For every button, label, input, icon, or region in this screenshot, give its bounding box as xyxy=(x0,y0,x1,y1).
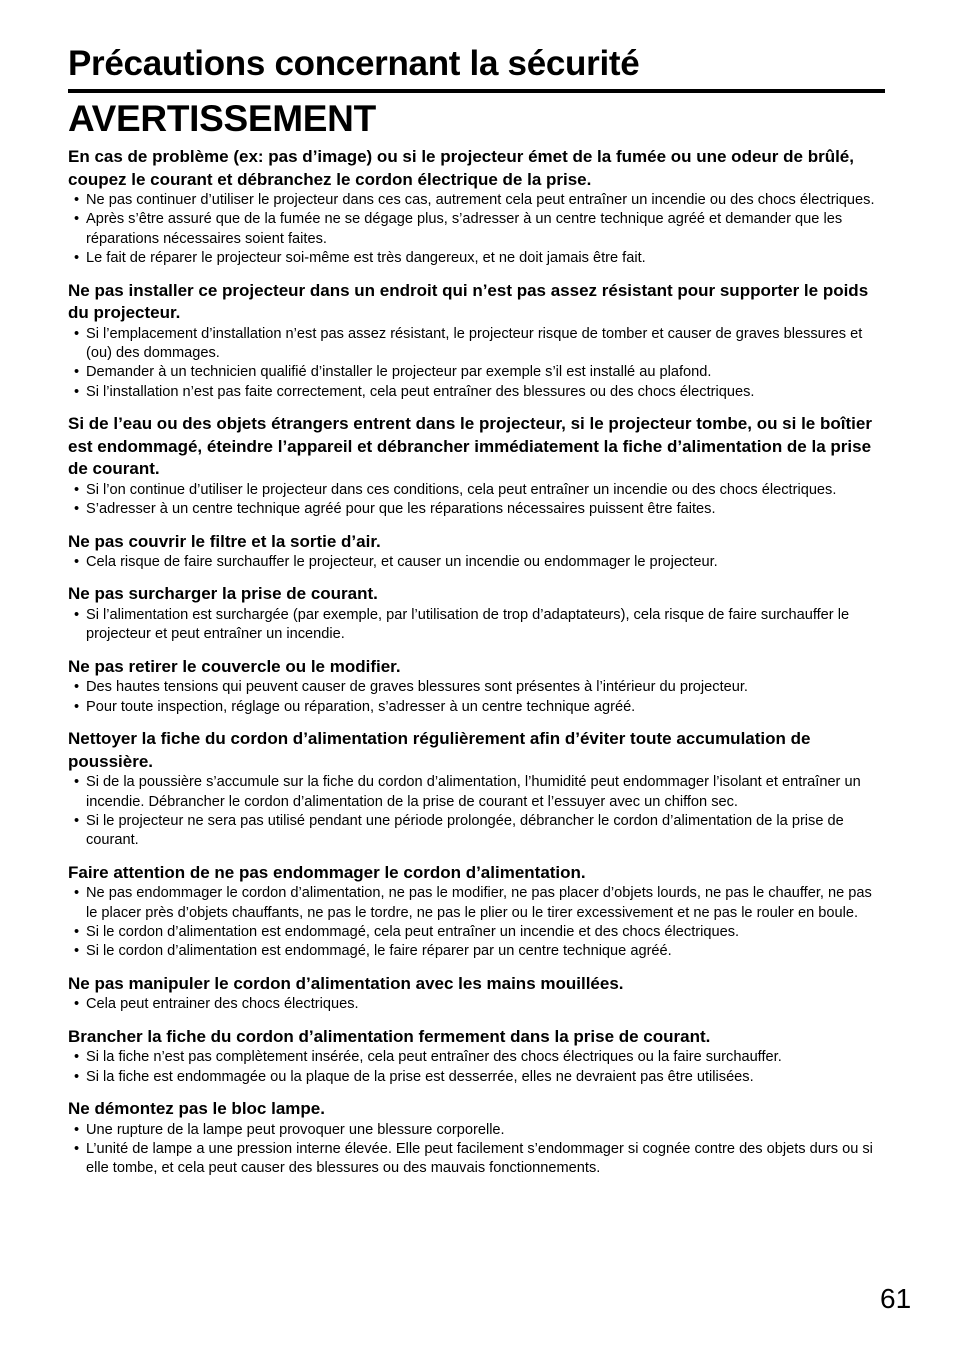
bullet-list xyxy=(68,481,886,520)
bullet-mark: • xyxy=(74,211,80,228)
bullet-item xyxy=(68,1048,886,1067)
bullet-mark: • xyxy=(74,1121,80,1138)
bullet-mark: • xyxy=(74,885,80,902)
section-title: AVERTISSEMENT xyxy=(68,98,376,139)
bullet-mark: • xyxy=(74,1049,80,1066)
bullet-mark: • xyxy=(74,996,80,1013)
bullet-text: Le fait de réparer le projecteur soi-même est très dangereux, et ne doit jamais être fait. xyxy=(86,250,646,267)
bullet-item xyxy=(68,812,886,851)
warning-heading: Nettoyer la fiche du cordon d’alimentation régulièrement afin d’éviter toute accumulation de poussière. xyxy=(68,729,811,771)
page-number: 61 xyxy=(880,1283,912,1314)
bullet-mark: • xyxy=(74,943,80,960)
bullet-mark: • xyxy=(74,1068,80,1085)
bullet-text: Si la fiche est endommagée ou la plaque de la prise est desserrée, elles ne devraient pas être utilisées. xyxy=(86,1068,754,1085)
bullet-mark: • xyxy=(74,325,80,342)
bullet-list xyxy=(68,606,886,645)
bullet-mark: • xyxy=(74,1140,80,1157)
bullet-text: Des hautes tensions qui peuvent causer de graves blessures sont présentes à l’intérieur du projecteur. xyxy=(86,679,748,696)
bullet-mark: • xyxy=(74,679,80,696)
bullet-text: Si le cordon d’alimentation est endommagé, le faire réparer par un centre technique agréé. xyxy=(86,943,672,960)
bullet-item xyxy=(68,1140,886,1179)
bullet-item xyxy=(68,363,886,382)
warning-item xyxy=(68,1026,886,1087)
bullet-text: Après s’être assuré que de la fumée ne se dégage plus, s’adresser à un centre technique agréé et demander que les réparations nécessaires soient faites. xyxy=(86,211,843,247)
bullet-item xyxy=(68,481,886,500)
bullet-text: Si l’emplacement d’installation n’est pas assez résistant, le projecteur risque de tomber et causer de graves blessures et (ou) des dommages. xyxy=(86,325,863,362)
bullet-list xyxy=(68,884,886,962)
warning-heading: Si de l’eau ou des objets étrangers entrent dans le projecteur, si le projecteur tombe, ou si le boîtier est endommagé, éteindre l’appareil et débrancher immédiatement la fiche d’alimentation de la prise de courant. xyxy=(68,414,872,479)
bullet-item xyxy=(68,995,886,1014)
warning-item xyxy=(68,531,886,573)
warning-item xyxy=(68,583,886,644)
bullet-list xyxy=(68,191,886,269)
warning-item xyxy=(68,146,886,269)
bullet-item xyxy=(68,325,886,364)
bullet-text: Une rupture de la lampe peut provoquer une blessure corporelle. xyxy=(86,1121,505,1138)
bullet-mark: • xyxy=(74,481,80,498)
bullet-item xyxy=(68,500,886,519)
bullet-item xyxy=(68,884,886,923)
bullet-mark: • xyxy=(74,606,80,623)
bullet-mark: • xyxy=(74,698,80,715)
warning-item xyxy=(68,656,886,717)
warning-heading: Faire attention de ne pas endommager le cordon d’alimentation. xyxy=(68,862,586,882)
bullet-mark: • xyxy=(74,924,80,941)
warning-heading: Ne pas installer ce projecteur dans un endroit qui n’est pas assez résistant pour supporter le poids du projecteur. xyxy=(68,280,869,323)
bullet-mark: • xyxy=(74,250,80,267)
bullet-item xyxy=(68,1121,886,1140)
bullet-text: Si le cordon d’alimentation est endommagé, cela peut entraîner un incendie et des chocs électriques. xyxy=(86,924,740,941)
warning-item xyxy=(68,973,886,1015)
bullet-item xyxy=(68,191,886,210)
bullet-mark: • xyxy=(74,774,80,791)
title-rule xyxy=(68,89,885,93)
bullet-list xyxy=(68,325,886,403)
bullet-item xyxy=(68,1068,886,1087)
warning-heading: Brancher la fiche du cordon d’alimentation fermement dans la prise de courant. xyxy=(68,1026,711,1046)
warning-item xyxy=(68,280,886,403)
warning-heading: Ne pas retirer le couvercle ou le modifier. xyxy=(68,656,401,676)
bullet-list xyxy=(68,678,886,717)
bullet-item xyxy=(68,606,886,645)
warning-item xyxy=(68,862,886,962)
bullet-mark: • xyxy=(74,364,80,381)
bullet-item xyxy=(68,678,886,697)
bullet-mark: • xyxy=(74,554,80,571)
bullet-list xyxy=(68,1048,886,1087)
bullet-item xyxy=(68,942,886,961)
bullet-text: S’adresser à un centre technique agréé pour que les réparations nécessaires puissent être faites. xyxy=(86,501,716,518)
bullet-text: Pour toute inspection, réglage ou réparation, s’adresser à un centre technique agréé. xyxy=(86,698,636,715)
bullet-text: Ne pas endommager le cordon d’alimentation, ne pas le modifier, ne pas placer d’objets lourds, ne pas le chauffer, ne pas le placer près d’objets chauffants, ne pas le tordre, ne pas le plier ou le tirer excessivement et ne pas le rouler en boule. xyxy=(86,885,872,921)
bullet-item xyxy=(68,383,886,402)
bullet-text: Si de la poussière s’accumule sur la fiche du cordon d’alimentation, l’humidité peut endommager l’isolant et entraîner un incendie. Débrancher le cordon d’alimentation de la prise de courant et l’essuyer avec un chiffon sec. xyxy=(86,774,861,810)
bullet-text: Si l’on continue d’utiliser le projecteur dans ces conditions, cela peut entraîner un incendie ou des chocs électriques. xyxy=(86,481,837,498)
warning-item xyxy=(68,413,886,519)
bullet-text: Ne pas continuer d’utiliser le projecteur dans ces cas, autrement cela peut entraîner un incendie ou des chocs électriques. xyxy=(86,192,875,208)
bullet-mark: • xyxy=(74,192,80,208)
bullet-text: Cela peut entrainer des chocs électriques. xyxy=(86,996,359,1013)
bullet-text: Si l’alimentation est surchargée (par exemple, par l’utilisation de trop d’adaptateurs), cela risque de faire surchauffer le projecteur et peut entraîner un incendie. xyxy=(86,606,850,643)
bullet-item xyxy=(68,553,886,572)
bullet-text: Cela risque de faire surchauffer le projecteur, et causer un incendie ou endommager le projecteur. xyxy=(86,554,718,571)
bullet-item xyxy=(68,923,886,942)
warning-item xyxy=(68,728,886,851)
bullet-mark: • xyxy=(74,383,80,400)
bullet-text: Si la fiche n’est pas complètement insérée, cela peut entraîner des chocs électriques ou la faire surchauffer. xyxy=(86,1049,782,1066)
bullet-list xyxy=(68,553,886,572)
bullet-mark: • xyxy=(74,501,80,518)
warning-heading: Ne pas couvrir le filtre et la sortie d’air. xyxy=(68,531,381,551)
page-title: Précautions concernant la sécurité xyxy=(68,44,640,83)
warnings-list xyxy=(68,146,886,1190)
bullet-text: Demander à un technicien qualifié d’installer le projecteur par exemple s’il est installé au plafond. xyxy=(86,364,712,381)
warning-heading: En cas de problème (ex: pas d’image) ou si le projecteur émet de la fumée ou une odeur de brûlé, coupez le courant et débranchez le cordon électrique de la prise. xyxy=(68,147,854,189)
bullet-list xyxy=(68,773,886,851)
bullet-item xyxy=(68,249,886,268)
bullet-item xyxy=(68,773,886,812)
bullet-item xyxy=(68,210,886,249)
warning-item xyxy=(68,1098,886,1179)
warning-heading: Ne pas manipuler le cordon d’alimentation avec les mains mouillées. xyxy=(68,973,624,993)
bullet-list xyxy=(68,995,886,1014)
bullet-text: Si l’installation n’est pas faite correctement, cela peut entraîner des blessures ou des chocs électriques. xyxy=(86,383,755,400)
bullet-text: L’unité de lampe a une pression interne élevée. Elle peut facilement s’endommager si cognée contre des objets durs ou si elle tombe, et cela peut causer des blessures ou des mauvais fonctionnements. xyxy=(86,1140,873,1177)
warning-heading: Ne pas surcharger la prise de courant. xyxy=(68,584,378,604)
bullet-list xyxy=(68,1121,886,1179)
bullet-text: Si le projecteur ne sera pas utilisé pendant une période prolongée, débrancher le cordon d’alimentation de la prise de courant. xyxy=(86,812,844,849)
bullet-mark: • xyxy=(74,812,80,829)
bullet-item xyxy=(68,698,886,717)
warning-heading: Ne démontez pas le bloc lampe. xyxy=(68,1099,325,1119)
